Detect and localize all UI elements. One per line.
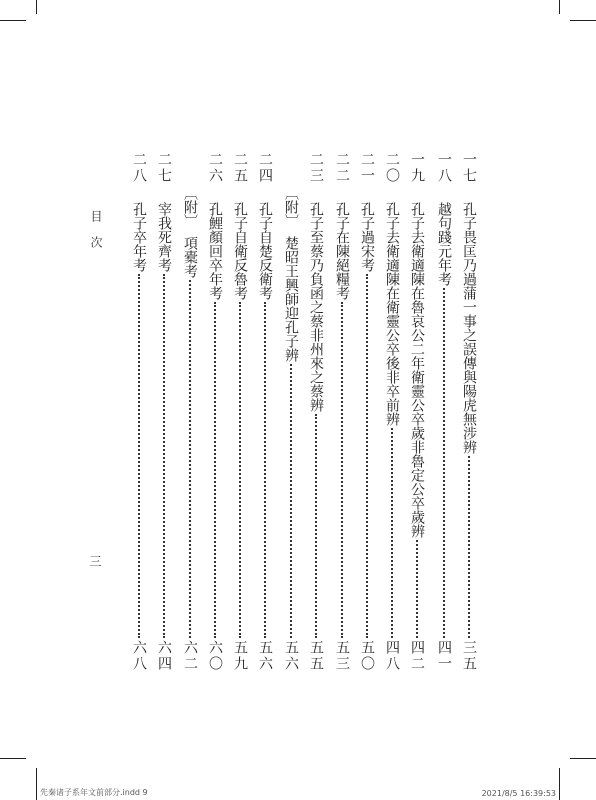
toc-leader-dots: [189, 280, 191, 638]
toc-entry-number: 二八: [131, 152, 147, 184]
toc-leader-dots: [468, 456, 470, 638]
toc-entry-title: 孔鯉顏回卒年考: [207, 202, 223, 300]
toc-leader-dots: [290, 364, 292, 638]
toc-entry[interactable]: [256, 152, 274, 672]
toc-entry[interactable]: [206, 152, 224, 672]
toc-entry-page: 六四: [156, 640, 172, 672]
toc-entry[interactable]: [181, 152, 199, 672]
running-head: 目次: [89, 210, 103, 262]
toc-entry-page: 五九: [232, 640, 248, 672]
toc-leader-dots: [264, 302, 266, 638]
toc-entry-title: 越句踐元年考: [436, 202, 452, 286]
toc-entry-number: 二三: [308, 152, 324, 184]
toc-entry-page: 四一: [436, 640, 452, 672]
toc-entry[interactable]: [155, 152, 173, 672]
toc-entry[interactable]: [282, 152, 300, 672]
toc-entry-title: 項橐考: [182, 236, 198, 278]
toc-entry-number: 二七: [156, 152, 172, 184]
page-number: 三: [88, 555, 102, 567]
toc-leader-dots: [416, 540, 418, 638]
toc-entry-title: 孔子卒年考: [131, 202, 147, 272]
toc-leader-dots: [214, 302, 216, 638]
toc-entry-title: 孔子至蔡乃負函之蔡非州來之蔡辨: [308, 202, 324, 412]
toc-entry-title: 楚昭王興師迎孔子辨: [283, 236, 299, 362]
toc-entry-number: 二一: [359, 152, 375, 184]
toc-leader-dots: [138, 274, 140, 638]
toc-entry-page: 五三: [334, 640, 350, 672]
slug-filename: 先秦诸子系年文前部分.indd 9: [40, 788, 148, 797]
toc-entry-number: 一七: [461, 152, 477, 184]
toc-entry-title: 孔子去衛適陳在魯哀公二年衛靈公卒歲非魯定公卒歲辨: [409, 202, 425, 538]
toc-entry-number: 二六: [207, 152, 223, 184]
toc-leader-dots: [239, 302, 241, 638]
toc-entry-page: 六八: [131, 640, 147, 672]
toc-leader-dots: [163, 274, 165, 638]
toc-entry-page: 五五: [308, 640, 324, 672]
toc-entry-page: 五〇: [359, 640, 375, 672]
toc-entry[interactable]: [333, 152, 351, 672]
toc-entry-title: 孔子在陳絕糧考: [334, 202, 350, 300]
toc-entry-page: 四八: [384, 640, 400, 672]
toc-entry-page: 五六: [283, 640, 299, 672]
toc-entry-appendix-marker: 〔附〕: [182, 186, 198, 228]
toc-entry-number: 二二: [334, 152, 350, 184]
toc-entry[interactable]: [383, 152, 401, 672]
toc-entry-page: 六二: [182, 640, 198, 672]
toc-entry-page: 六〇: [207, 640, 223, 672]
toc-entry-page: 四二: [409, 640, 425, 672]
toc-entry-number: 二〇: [384, 152, 400, 184]
slug-timestamp: 2021/8/5 16:39:53: [481, 789, 556, 798]
toc-leader-dots: [443, 288, 445, 638]
toc-entry-number: 二四: [257, 152, 273, 184]
toc-entry-number: 二五: [232, 152, 248, 184]
toc-leader-dots: [315, 414, 317, 638]
toc-entry[interactable]: [358, 152, 376, 672]
toc-entry[interactable]: [130, 152, 148, 672]
toc-entry-page: 三五: [461, 640, 477, 672]
toc-entry-title: 宰我死齊考: [156, 202, 172, 272]
toc-leader-dots: [366, 274, 368, 638]
toc-leader-dots: [391, 428, 393, 638]
toc-entry[interactable]: [435, 152, 453, 672]
toc-leader-dots: [341, 302, 343, 638]
toc-entry-number: 一九: [409, 152, 425, 184]
toc-entry[interactable]: [231, 152, 249, 672]
toc-entry[interactable]: [408, 152, 426, 672]
toc-entry[interactable]: [307, 152, 325, 672]
toc-entry-appendix-marker: 〔附〕: [283, 186, 299, 228]
toc-entry-title: 孔子自楚反衛考: [257, 202, 273, 300]
toc-entry-title: 孔子去衛適陳在衛靈公卒後非卒前辨: [384, 202, 400, 426]
toc-entry-page: 五六: [257, 640, 273, 672]
toc-entry-title: 孔子畏匡乃過蒲一事之誤傳與陽虎無涉辨: [461, 202, 477, 454]
toc-entry[interactable]: [460, 152, 478, 672]
toc-entry-number: 一八: [436, 152, 452, 184]
toc-entry-title: 孔子自衛反魯考: [232, 202, 248, 300]
toc-entry-title: 孔子過宋考: [359, 202, 375, 272]
